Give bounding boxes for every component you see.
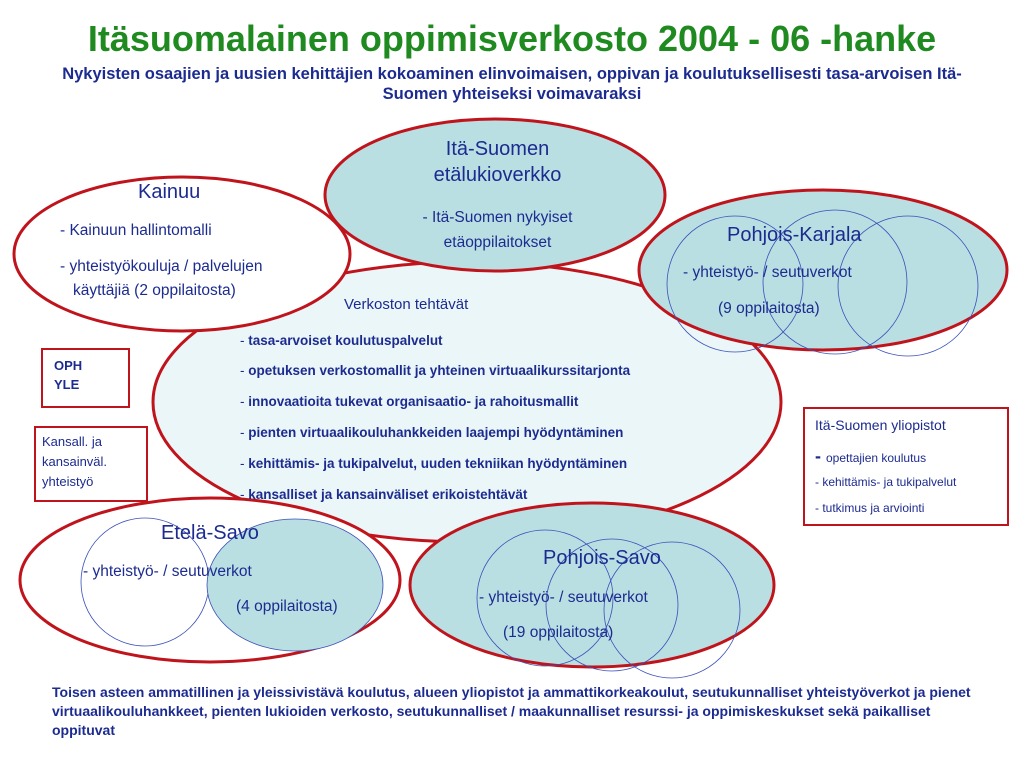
kainuu-item: - yhteistyökouluja / palvelujen bbox=[60, 258, 263, 275]
yliopistot-item: - tutkimus ja arviointi bbox=[815, 501, 925, 515]
pohjois-savo-item: - yhteistyö- / seutuverkot bbox=[479, 589, 648, 606]
pohjois-savo-ellipse bbox=[410, 503, 774, 667]
kansall-line: Kansall. ja bbox=[42, 434, 102, 449]
task-item: - kehittämis- ja tukipalvelut, uuden tekniikan hyödyntäminen bbox=[240, 456, 628, 471]
etalukio-item: - Itä-Suomen nykyiset bbox=[422, 209, 573, 226]
oph-yle-box bbox=[41, 348, 130, 408]
kainuu-item: käyttäjiä (2 oppilaitosta) bbox=[73, 282, 236, 299]
etalukio-title: Itä-Suomen bbox=[445, 138, 550, 160]
etela-savo-item: - yhteistyö- / seutuverkot bbox=[83, 563, 252, 580]
task-item: - opetuksen verkostomallit ja yhteinen virtuaalikurssitarjonta bbox=[240, 363, 631, 378]
kansall-line: yhteistyö bbox=[42, 474, 94, 489]
pohjois-karjala-title: Pohjois-Karjala bbox=[727, 224, 862, 246]
yliopistot-item: - opettajien koulutus bbox=[815, 446, 927, 466]
pohjois-karjala-item: (9 oppilaitosta) bbox=[718, 300, 820, 317]
task-item: - kansalliset ja kansainväliset erikoistehtävät bbox=[240, 487, 528, 502]
footer-text: Toisen asteen ammatillinen ja yleissivistävä koulutus, alueen yliopistot ja ammattikorkeakoulut, seutukunnalliset yhteistyöverkot ja pienet virtuaalikouluhankkeet, pienten lukioiden verkosto, seutukunnalliset / maakunnalliset resurssi- ja oppimiskeskukset sekä paikalliset oppituvat bbox=[52, 684, 971, 738]
pohjois-karjala-item: - yhteistyö- / seutuverkot bbox=[683, 264, 852, 281]
yliopistot-box bbox=[803, 407, 1009, 526]
etela-savo-title: Etelä-Savo bbox=[161, 522, 259, 544]
kainuu-title: Kainuu bbox=[138, 181, 201, 203]
pohjois-savo-item: (19 oppilaitosta) bbox=[503, 624, 614, 641]
task-item: - pienten virtuaalikouluhankkeiden laajempi hyödyntäminen bbox=[240, 425, 624, 440]
task-item: - tasa-arvoiset koulutuspalvelut bbox=[240, 333, 443, 348]
kansainvalinen-box bbox=[34, 426, 148, 502]
kansall-line: kansainväl. bbox=[42, 454, 108, 469]
page-title: Itäsuomalainen oppimisverkosto 2004 - 06 -hanke bbox=[87, 18, 937, 59]
kainuu-item: - Kainuun hallintomalli bbox=[60, 222, 212, 239]
etela-savo-item: (4 oppilaitosta) bbox=[236, 598, 338, 615]
etalukio-item: etäoppilaitokset bbox=[443, 234, 552, 251]
yliopistot-title: Itä-Suomen yliopistot bbox=[815, 417, 946, 433]
yle-label: YLE bbox=[54, 377, 80, 392]
page-subtitle: Nykyisten osaajien ja uusien kehittäjien kokoaminen elinvoimaisen, oppivan ja koulutuksellisesti tasa-arvoisen Itä-Suomen yhteiseksi voimavaraksi bbox=[62, 65, 962, 103]
task-item: - innovaatioita tukevat organisaatio- ja rahoitusmallit bbox=[240, 394, 579, 409]
etalukio-title: etälukioverkko bbox=[433, 164, 562, 186]
pohjois-savo-title: Pohjois-Savo bbox=[543, 547, 661, 569]
center-title: Verkoston tehtävät bbox=[344, 296, 469, 313]
oph-label: OPH bbox=[54, 358, 83, 373]
yliopistot-item: - kehittämis- ja tukipalvelut bbox=[815, 475, 957, 489]
